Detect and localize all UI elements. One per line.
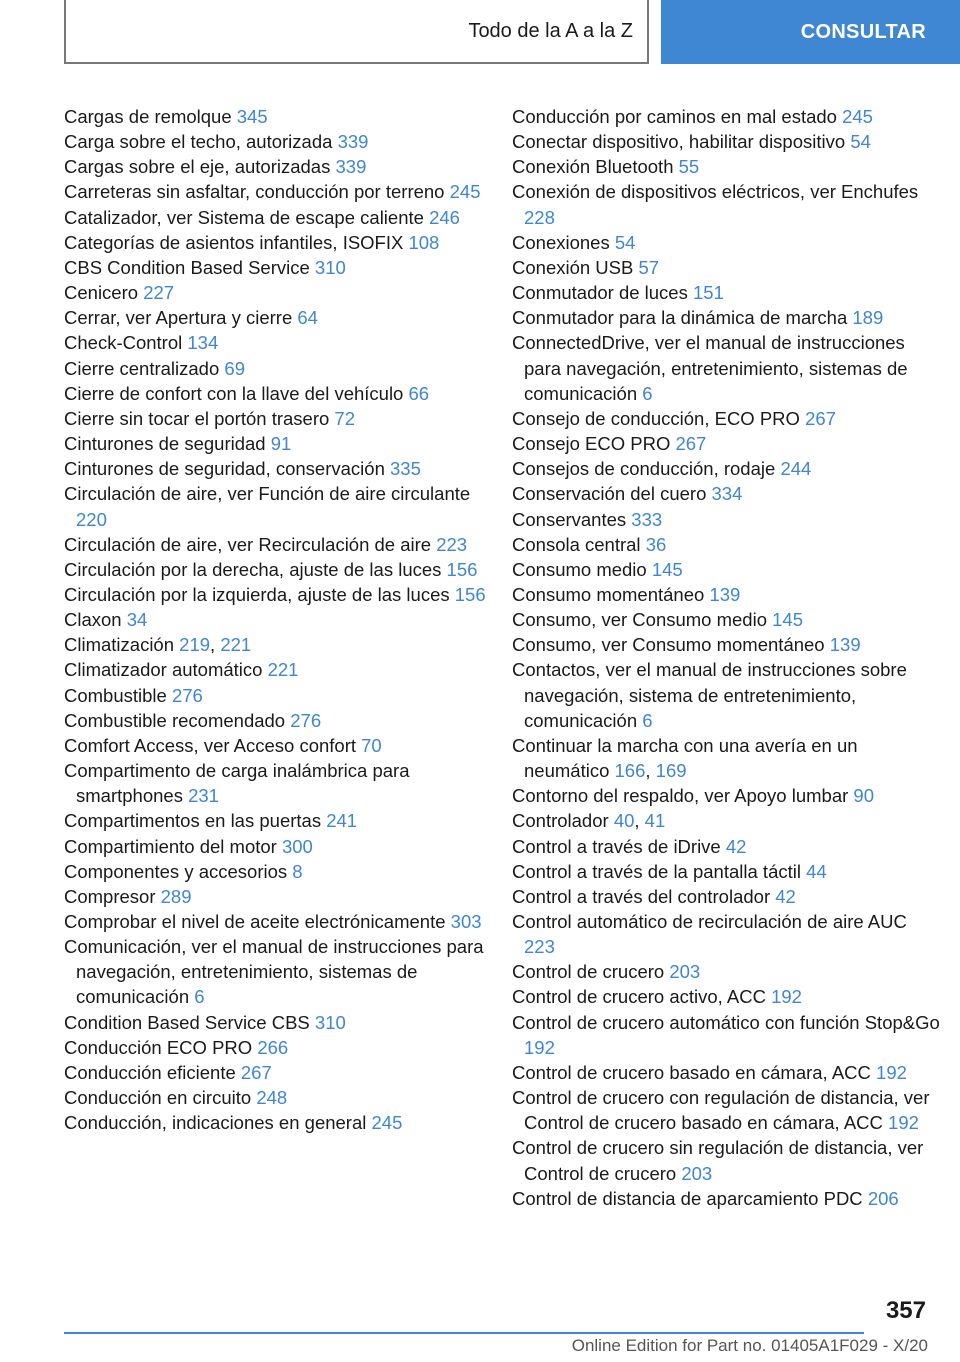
index-entry-term: Controlador xyxy=(512,810,609,832)
index-entry-term: Control a través de iDrive xyxy=(512,835,721,857)
index-entry xyxy=(512,557,942,582)
page-reference-link[interactable]: 276 xyxy=(290,709,322,731)
index-entry xyxy=(512,1085,942,1135)
index-entry xyxy=(512,1010,942,1060)
index-entry xyxy=(512,481,942,506)
index-entry-term: Control de crucero con regulación de distancia, ver Control de crucero basado en cámara, ACC xyxy=(512,1087,930,1134)
page-reference-link[interactable]: 245 xyxy=(371,1112,403,1134)
index-entry-term: Conducción eficiente xyxy=(64,1061,236,1083)
index-entry-term: Combustible xyxy=(64,684,167,706)
index-entry xyxy=(64,733,494,758)
page-reference-link[interactable]: 335 xyxy=(390,458,421,480)
index-entry xyxy=(512,255,942,280)
index-entry xyxy=(512,104,942,129)
page-reference-link[interactable]: 139 xyxy=(829,634,861,656)
index-entry-term: Consejos de conducción, rodaje xyxy=(512,458,776,480)
index-entry xyxy=(64,657,494,682)
index-entry xyxy=(64,381,494,406)
index-entry-term: ConnectedDrive, ver el manual de instrucciones para navegación, entretenimiento, sistemas de comunicación xyxy=(512,332,908,404)
index-entry-term: Conservación del cuero xyxy=(512,483,707,505)
page-reference-link[interactable]: 192 xyxy=(888,1112,919,1134)
index-entry xyxy=(512,431,942,456)
index-entry xyxy=(512,959,942,984)
index-entry xyxy=(512,984,942,1009)
page-reference-link[interactable]: 90 xyxy=(853,785,874,807)
index-entry-term: Control de crucero activo, ACC xyxy=(512,986,766,1008)
index-entry-term: Conducción ECO PRO xyxy=(64,1036,253,1058)
index-entry-term: Continuar la marcha con una avería en un neumático xyxy=(512,734,858,782)
index-entry xyxy=(512,305,942,330)
index-entry: Climatización 219, 221 xyxy=(64,634,252,656)
index-entry-term: Circulación de aire, ver Recirculación de aire xyxy=(64,533,432,555)
index-entry-term: Circulación por la derecha, ajuste de las luces xyxy=(64,558,442,580)
index-entry xyxy=(64,884,494,909)
index-entry xyxy=(64,1060,494,1085)
page-reference-link[interactable]: 145 xyxy=(651,558,683,580)
page-reference-link[interactable]: 6 xyxy=(194,986,205,1008)
index-entry xyxy=(64,1110,494,1135)
page-reference-link[interactable]: 42 xyxy=(725,835,747,857)
index-entry-term: Control de crucero sin regulación de distancia, ver Control de crucero xyxy=(512,1137,924,1184)
index-entry-term: Cierre centralizado xyxy=(64,357,220,379)
page-reference-link[interactable]: 334 xyxy=(711,483,743,505)
page-reference-link[interactable]: 203 xyxy=(669,961,701,983)
index-entry-term: Control de distancia de aparcamiento PDC xyxy=(512,1187,863,1209)
index-entry xyxy=(512,330,942,405)
index-entry-term: Condition Based Service CBS xyxy=(64,1011,310,1033)
index-entry: Continuar la marcha con una avería en un neumático 166, 169 xyxy=(512,734,858,782)
index-entry-term: Consejo ECO PRO xyxy=(512,433,671,455)
index-entry-term: Conmutador de luces xyxy=(512,282,688,304)
page-reference-link[interactable]: 6 xyxy=(642,709,653,731)
index-entry-term: Consumo momentáneo xyxy=(512,583,705,605)
page-reference-link[interactable]: 44 xyxy=(806,860,827,882)
index-entry-term: Conexiones xyxy=(512,231,610,253)
page-reference-link[interactable]: 245 xyxy=(842,106,873,127)
page-reference-link[interactable]: 54 xyxy=(850,131,871,153)
index-entry xyxy=(512,783,942,808)
page-reference-link[interactable]: 41 xyxy=(644,810,666,832)
page-reference-link[interactable]: 91 xyxy=(270,433,292,455)
index-entry-term: Consumo, ver Consumo medio xyxy=(512,609,767,631)
page-reference-link[interactable]: 220 xyxy=(76,508,107,530)
index-entry-term: Control automático de recirculación de aire AUC xyxy=(512,911,907,932)
index-entry xyxy=(64,909,494,934)
index-entry-term: Conservantes xyxy=(512,508,627,530)
page-reference-link[interactable]: 276 xyxy=(171,684,203,706)
index-entry-term: Cenicero xyxy=(64,282,139,304)
index-entry-term: Cinturones de seguridad xyxy=(64,433,266,455)
index-entry xyxy=(64,607,494,632)
edition-footer: Online Edition for Part no. 01405A1F029 - X/20 xyxy=(571,1336,928,1355)
index-entry-term: Consejo de conducción, ECO PRO xyxy=(512,407,800,429)
page-reference-link[interactable]: 221 xyxy=(267,659,299,681)
index-entry xyxy=(512,280,942,305)
page-reference-link[interactable]: 64 xyxy=(297,307,318,329)
index-entry xyxy=(64,230,494,255)
consult-tab-label: CONSULTAR xyxy=(800,20,926,43)
index-entry xyxy=(64,255,494,280)
page-reference-link[interactable]: 42 xyxy=(775,885,796,907)
page-reference-link[interactable]: 231 xyxy=(188,785,219,807)
index-entry xyxy=(512,129,942,154)
index-entry xyxy=(64,104,494,129)
page-reference-link[interactable]: 151 xyxy=(693,282,724,304)
index-entry xyxy=(512,179,942,229)
index-entry-term: Climatización xyxy=(64,634,175,656)
page-reference-link[interactable]: 72 xyxy=(334,407,355,429)
index-entry xyxy=(64,456,494,481)
index-entry-term: Contactos, ver el manual de instrucciones sobre navegación, sistema de entretenimiento, comunicación xyxy=(512,659,907,731)
index-entry xyxy=(512,657,942,732)
page-reference-link[interactable]: 189 xyxy=(852,307,884,329)
index-entry xyxy=(64,683,494,708)
index-entry-term: Conducción, indicaciones en general xyxy=(64,1112,367,1134)
index-entry xyxy=(512,406,942,431)
index-entry-term: Control de crucero xyxy=(512,961,665,983)
index-entry-term: Compartimentos en las puertas xyxy=(64,810,322,832)
page-number: 357 xyxy=(885,1297,926,1324)
index-entry xyxy=(64,532,494,557)
page-reference-link[interactable]: 192 xyxy=(524,1036,555,1058)
page-reference-link[interactable]: 267 xyxy=(675,433,707,455)
index-entry-term: Cargas sobre el eje, autorizadas xyxy=(64,156,331,178)
index-entry-term: Control de crucero automático con función Stop&Go xyxy=(512,1011,940,1033)
index-entry-term: Consumo, ver Consumo momentáneo xyxy=(512,634,825,656)
page-reference-link[interactable]: 134 xyxy=(187,332,219,354)
index-entry xyxy=(64,330,494,355)
index-entry xyxy=(64,834,494,859)
index-entry xyxy=(64,205,494,230)
index-entry xyxy=(64,305,494,330)
page-reference-link[interactable]: 300 xyxy=(281,835,313,857)
index-entry-term: Claxon xyxy=(64,609,122,631)
page-reference-link[interactable]: 169 xyxy=(655,760,687,782)
index-entry xyxy=(64,481,494,531)
index-entry xyxy=(64,934,494,1009)
index-entry xyxy=(64,179,494,204)
page-reference-link[interactable]: 203 xyxy=(681,1162,713,1184)
index-entry-term: Consumo medio xyxy=(512,558,647,580)
index-entry-term: Comprobar el nivel de aceite electrónicamente xyxy=(64,911,446,932)
page-reference-link[interactable]: 345 xyxy=(236,106,268,127)
page-reference-link[interactable]: 192 xyxy=(771,986,802,1008)
page-reference-link[interactable]: 69 xyxy=(224,357,245,379)
index-entry xyxy=(512,507,942,532)
index-entry-term: Compresor xyxy=(64,885,156,907)
index-entry-term: Conducción por caminos en mal estado xyxy=(512,106,837,127)
page-reference-link[interactable]: 267 xyxy=(240,1061,272,1083)
index-entry-term: Catalizador, ver Sistema de escape caliente xyxy=(64,206,424,228)
page-reference-link[interactable]: 206 xyxy=(867,1187,899,1209)
index-entry: Controlador 40, 41 xyxy=(512,810,666,832)
page-reference-link[interactable]: 267 xyxy=(805,407,836,429)
page-reference-link[interactable]: 34 xyxy=(126,609,148,631)
page-reference-link[interactable]: 339 xyxy=(335,156,367,178)
page-reference-link[interactable]: 192 xyxy=(876,1061,907,1083)
page-reference-link[interactable]: 246 xyxy=(429,206,460,228)
index-entry-term: Compartimento de carga inalámbrica para smartphones xyxy=(64,760,410,807)
index-entry-term: Carreteras sin asfaltar, conducción por terreno xyxy=(64,181,445,203)
index-entry xyxy=(64,154,494,179)
index-entry-term: Conmutador para la dinámica de marcha xyxy=(512,307,848,329)
index-entry xyxy=(64,1035,494,1060)
index-entry-term: Compartimiento del motor xyxy=(64,835,277,857)
index-entry-term: Control a través del controlador xyxy=(512,885,771,907)
page-reference-link[interactable]: 57 xyxy=(638,256,660,278)
page-reference-link[interactable]: 339 xyxy=(337,131,369,153)
index-entry xyxy=(64,1010,494,1035)
page-reference-link[interactable]: 248 xyxy=(256,1087,288,1109)
index-entry-term: Cinturones de seguridad, conservación xyxy=(64,458,385,480)
page-reference-link[interactable]: 70 xyxy=(361,734,382,756)
page-reference-link[interactable]: 66 xyxy=(408,382,430,404)
footer-divider xyxy=(64,1332,864,1334)
index-entry xyxy=(64,808,494,833)
index-entry xyxy=(512,1060,942,1085)
index-entry xyxy=(512,1186,942,1211)
index-entry xyxy=(64,557,494,582)
page-reference-link[interactable]: 241 xyxy=(326,810,358,832)
page-reference-link[interactable]: 156 xyxy=(446,558,478,580)
index-entry xyxy=(512,154,942,179)
index-entry xyxy=(512,607,942,632)
index-entry-term: Check-Control xyxy=(64,332,183,354)
page-reference-link[interactable]: 55 xyxy=(678,156,700,178)
index-entry-term: Conexión USB xyxy=(512,256,634,278)
index-entry-term: Conexión Bluetooth xyxy=(512,156,674,178)
index-entry xyxy=(64,356,494,381)
page-reference-link[interactable]: 223 xyxy=(436,533,468,555)
index-entry xyxy=(512,859,942,884)
page-reference-link[interactable]: 108 xyxy=(408,231,440,253)
page-reference-link[interactable]: 6 xyxy=(642,382,653,404)
index-entry xyxy=(512,909,942,959)
index-entry-term: Comunicación, ver el manual de instrucciones para navegación, entretenimiento, sistemas de comunicación xyxy=(64,936,484,1008)
page-reference-link[interactable]: 36 xyxy=(645,533,667,555)
page-reference-link[interactable]: 310 xyxy=(314,1011,346,1033)
index-entry xyxy=(512,456,942,481)
index-entry xyxy=(512,632,942,657)
index-entry-term: Control a través de la pantalla táctil xyxy=(512,860,801,882)
index-entry xyxy=(64,1085,494,1110)
index-entry-term: Cargas de remolque xyxy=(64,106,232,127)
index-entry-term: Carga sobre el techo, autorizada xyxy=(64,131,333,153)
page-reference-link[interactable]: 228 xyxy=(524,206,555,228)
index-entry-term: Circulación de aire, ver Función de aire circulante xyxy=(64,483,471,505)
page-reference-link[interactable]: 40 xyxy=(613,810,635,832)
index-entry-term: Contorno del respaldo, ver Apoyo lumbar xyxy=(512,785,849,807)
index-entry xyxy=(512,834,942,859)
page-reference-link[interactable]: 166 xyxy=(614,760,646,782)
index-entry-term: Cierre de confort con la llave del vehículo xyxy=(64,382,404,404)
index-entry xyxy=(64,758,494,808)
index-entry xyxy=(64,280,494,305)
index-entry xyxy=(512,230,942,255)
index-entry-term: Cerrar, ver Apertura y cierre xyxy=(64,307,293,329)
index-entry-term: Categorías de asientos infantiles, ISOFIX xyxy=(64,231,404,253)
page-reference-link[interactable]: 303 xyxy=(450,911,482,932)
page-reference-link[interactable]: 223 xyxy=(524,936,555,958)
page-reference-link[interactable]: 54 xyxy=(614,231,636,253)
index-entry xyxy=(512,1135,942,1185)
index-tab-label: Todo de la A a la Z xyxy=(468,19,633,42)
page-reference-link[interactable]: 139 xyxy=(709,583,741,605)
index-entry xyxy=(64,859,494,884)
index-entry xyxy=(512,884,942,909)
page-reference-link[interactable]: 227 xyxy=(143,282,175,304)
index-entry-term: Consola central xyxy=(512,533,641,555)
index-entry xyxy=(64,406,494,431)
index-column-left xyxy=(64,104,494,1135)
page-reference-link[interactable]: 244 xyxy=(780,458,812,480)
page-reference-link[interactable]: 245 xyxy=(449,181,481,203)
page-reference-link[interactable]: 156 xyxy=(454,583,486,605)
index-entry-term: CBS Condition Based Service xyxy=(64,256,310,278)
page-reference-link[interactable]: 219 xyxy=(179,634,211,656)
page-reference-link[interactable]: 333 xyxy=(631,508,663,530)
index-entry xyxy=(512,532,942,557)
index-entry xyxy=(64,708,494,733)
index-entry-term: Conectar dispositivo, habilitar dispositivo xyxy=(512,131,846,153)
page-reference-link[interactable]: 221 xyxy=(220,634,252,656)
index-entry xyxy=(64,582,494,607)
page-reference-link[interactable]: 8 xyxy=(292,860,303,882)
index-entry-term: Conducción en circuito xyxy=(64,1087,252,1109)
consult-tab[interactable] xyxy=(661,0,960,64)
page-reference-link[interactable]: 310 xyxy=(314,256,346,278)
index-entry-term: Comfort Access, ver Acceso confort xyxy=(64,734,356,756)
index-entry-term: Conexión de dispositivos eléctricos, ver Enchufes xyxy=(512,181,919,203)
page-reference-link[interactable]: 266 xyxy=(257,1036,289,1058)
index-column-right xyxy=(512,104,942,1211)
index-entry xyxy=(64,431,494,456)
index-entry xyxy=(64,129,494,154)
index-entry-term: Combustible recomendado xyxy=(64,709,286,731)
index-entry-term: Componentes y accesorios xyxy=(64,860,288,882)
page-reference-link[interactable]: 145 xyxy=(772,609,804,631)
page-reference-link[interactable]: 289 xyxy=(160,885,192,907)
index-entry-term: Cierre sin tocar el portón trasero xyxy=(64,407,330,429)
index-entry-term: Control de crucero basado en cámara, ACC xyxy=(512,1061,871,1083)
index-entry xyxy=(512,582,942,607)
index-entry-term: Circulación por la izquierda, ajuste de las luces xyxy=(64,583,450,605)
index-entry-term: Climatizador automático xyxy=(64,659,263,681)
index-tab[interactable] xyxy=(64,0,649,64)
